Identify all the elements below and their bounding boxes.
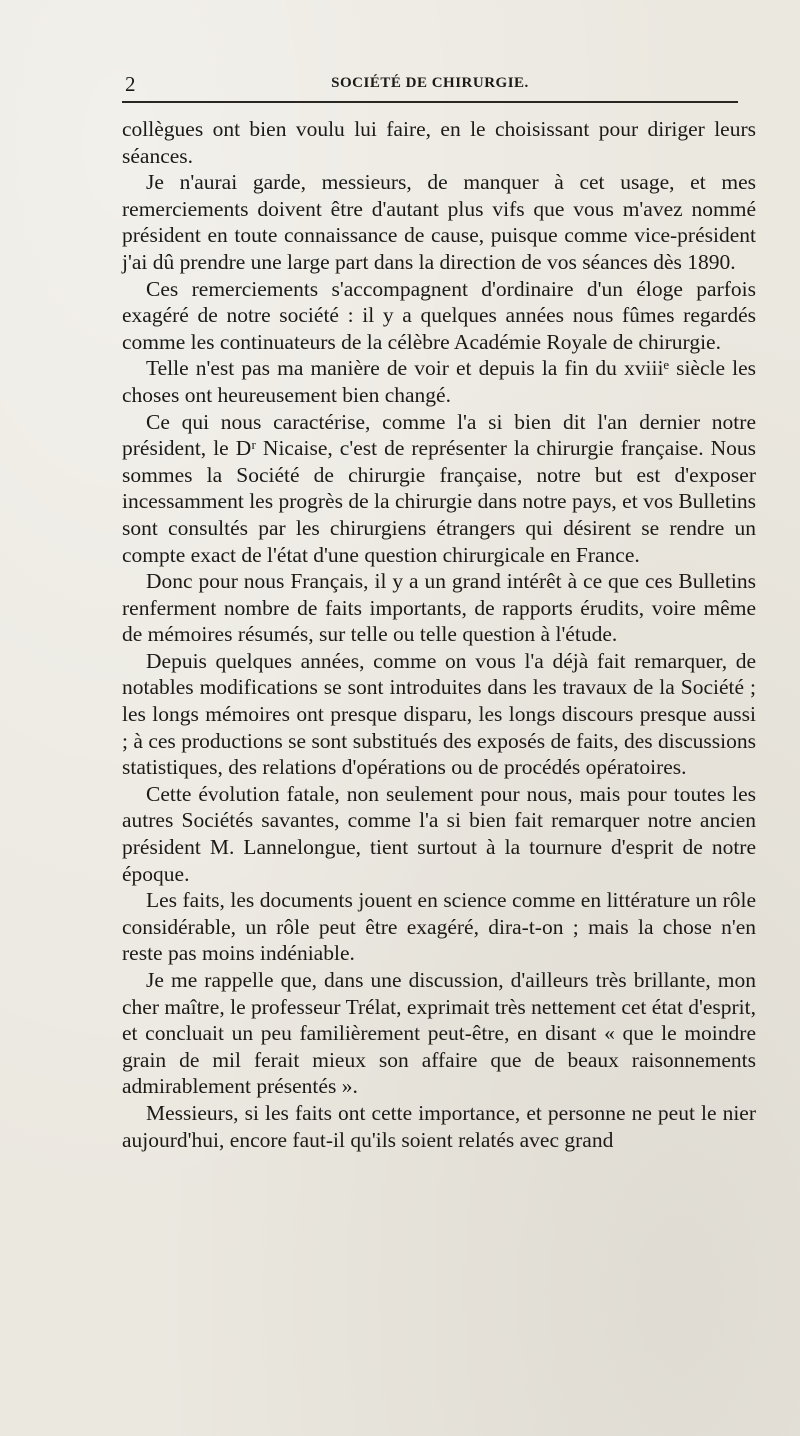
paragraph: Je me rappelle que, dans une discussion, d'ailleurs très brillante, mon cher maître, le professeur Trélat, exprimait très nettement cet état d'esprit, et concluait un peu familièrement peut-être, en disant « que le moindre grain de mil ferait mieux son affaire que de beaux raisonnements admirablement présentés ». (122, 968, 756, 1099)
paragraph: Cette évolution fatale, non seulement pour nous, mais pour toutes les autres Sociétés savantes, comme l'a si bien fait remarquer notre ancien président M. Lannelongue, tient surtout à la tournure d'esprit de notre époque. (122, 781, 756, 886)
paragraph: Depuis quelques années, comme on vous l'a déjà fait remarquer, de notables modifications se sont introduites dans les travaux de la Société ; les longs mémoires ont presque disparu, les longs discours presque aussi ; à ces productions se sont substitués des exposés de faits, des discussions statistiques, des relations d'opérations ou de procédés opératoires. (122, 648, 756, 780)
header-rule (122, 101, 738, 103)
paragraph: Ces remerciements s'accompagnent d'ordinaire d'un éloge parfois exagéré de notre société : il y a quelques années nous fûmes regardés comme les continuateurs de la célèbre Académie Royale de chirurgie. (122, 276, 756, 354)
paragraph: Messieurs, si les faits ont cette importance, et personne ne peut le nier aujourd'hui, encore faut-il qu'ils soient relatés avec grand (122, 1100, 756, 1152)
paragraph: Telle n'est pas ma manière de voir et depuis la fin du xviiiᵉ siècle les choses ont heureusement bien changé. (122, 356, 756, 407)
running-title: SOCIÉTÉ DE CHIRURGIE. (331, 75, 529, 91)
paragraph: Ce qui nous caractérise, comme l'a si bien dit l'an dernier notre président, le Dʳ Nicaise, c'est de représenter la chirurgie française. Nous sommes la Société de chirurgie française, notre but est d'exposer incessamment les progrès de la chirurgie dans notre pays, et vos Bulletins sont consultés par les chirurgiens étrangers qui désirent se rendre un compte exact de l'état d'une question chirurgicale en France. (122, 409, 756, 567)
page-number: 2 (125, 72, 136, 96)
paragraph: Donc pour nous Français, il y a un grand intérêt à ce que ces Bulletins renferment nombre de faits importants, de rapports érudits, voire même de mémoires résumés, sur telle ou telle question à l'étude. (122, 569, 756, 647)
paragraph: Je n'aurai garde, messieurs, de manquer à cet usage, et mes remerciements doivent être d'autant plus vifs que vous m'avez nommé président en toute connaissance de cause, puisque comme vice-président j'ai dû prendre une large part dans la direction de vos séances dès 1890. (122, 170, 756, 274)
running-head (122, 70, 738, 100)
paragraph: collègues ont bien voulu lui faire, en le choisissant pour diriger leurs séances. (122, 117, 756, 168)
paragraph: Les faits, les documents jouent en science comme en littérature un rôle considérable, un rôle peut être exagéré, dira-t-on ; mais la chose n'en reste pas moins indéniable. (122, 888, 756, 966)
body-text (122, 116, 756, 1153)
